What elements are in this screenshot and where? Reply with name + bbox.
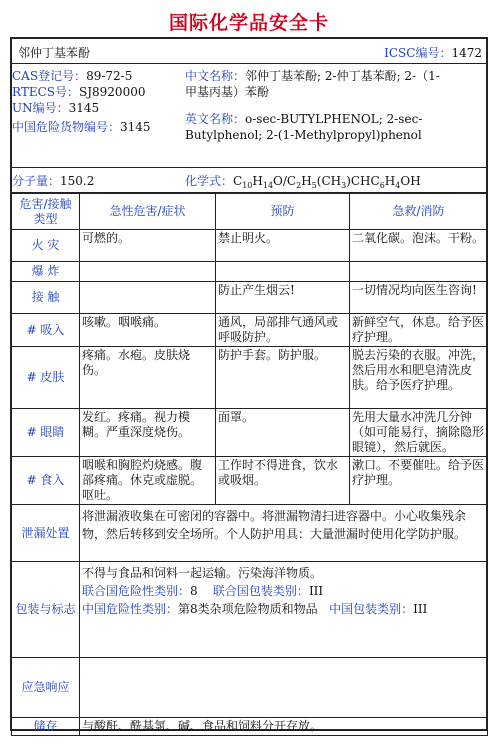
hazard-cell — [80, 262, 216, 282]
hazard-cell: 咽喉和胸腔灼烧感。腹部疼痛。休克或虚脱。呕吐。 — [80, 457, 216, 505]
row-label-skin: # 皮肤 — [12, 347, 80, 409]
table-row — [12, 262, 488, 282]
table-row — [12, 230, 488, 262]
identifier-section — [10, 64, 488, 168]
first-aid-cell: 一切情况均向医生咨询! — [350, 282, 488, 314]
table-header-row — [12, 194, 488, 230]
emergency-text — [80, 658, 488, 718]
packaging-note: 不得与食品和饲料一起运输。污染海洋物质。 — [82, 566, 323, 580]
row-label-fire: 火 灾 — [12, 230, 80, 262]
row-label-inhalation: # 吸入 — [12, 314, 80, 347]
header-exposure-type: 危害/接触类型 — [12, 194, 80, 230]
hazard-cell: 发红。疼痛。视力模糊。严重深度烧伤。 — [80, 409, 216, 457]
prevention-cell: 面罩。 — [216, 409, 350, 457]
english-name: 英文名称：o-sec-BUTYLPHENOL; 2-sec- Butylphenol; 2-(1-Methylpropyl)phenol — [185, 112, 423, 142]
un-line: UN编号：3145 — [12, 101, 100, 115]
card-title: 国际化学品安全卡 — [168, 12, 329, 34]
table-row — [12, 457, 488, 505]
header-prevention: 预防 — [216, 194, 350, 230]
first-aid-cell — [350, 262, 488, 282]
hazard-cell — [80, 282, 216, 314]
first-aid-cell: 新鲜空气，休息。给予医疗护理。 — [350, 314, 488, 347]
cn-hazard-line: 中国危险货物编号：3145 — [12, 120, 151, 134]
storage-label: 储存 — [12, 718, 80, 736]
rtecs-line: RTECS号：SJ8920000 — [12, 85, 146, 99]
header-acute-hazard: 急性危害/症状 — [80, 194, 216, 230]
storage-text: 与酸酐、酰基氯、碱、食品和饲料分开存放。 — [80, 718, 488, 736]
cn-classification: 中国危险性类别：第8类杂项危险物质和物品 中国包装类别：III — [82, 602, 428, 616]
row-label-ingestion: # 食入 — [12, 457, 80, 505]
molecular-weight: 分子量：150.2 — [12, 174, 95, 188]
icsc-number: ICSC编号：1472 — [384, 46, 482, 60]
chemical-formula: 化学式：$C_{10}H_{14}O/C_2H_5(CH_3)CHC_6H_4OH$ — [185, 174, 421, 190]
emergency-label: 应急响应 — [12, 658, 80, 718]
table-row — [12, 314, 488, 347]
packaging-text — [80, 562, 488, 658]
row-label-explosion: 爆 炸 — [12, 262, 80, 282]
prevention-cell: 防护手套。防护服。 — [216, 347, 350, 409]
hazard-cell: 咳嗽。咽喉痛。 — [80, 314, 216, 347]
table-row — [12, 282, 488, 314]
prevention-cell: 禁止明火。 — [216, 230, 350, 262]
spill-label: 泄漏处置 — [12, 505, 80, 562]
cas-line: CAS登记号：89-72-5 — [12, 69, 133, 83]
card-header — [10, 39, 488, 64]
packaging-label: 包装与标志 — [12, 562, 80, 658]
hazard-cell: 可燃的。 — [80, 230, 216, 262]
first-aid-cell: 先用大量水冲洗几分钟（如可能易行，摘除隐形眼镜），然后就医。 — [350, 409, 488, 457]
row-label-contact: 接 触 — [12, 282, 80, 314]
molecular-section — [10, 168, 488, 193]
spill-row — [12, 505, 488, 562]
first-aid-cell: 脱去污染的衣服。冲洗，然后用水和肥皂清洗皮肤。给予医疗护理。 — [350, 347, 488, 409]
packaging-row — [12, 562, 488, 658]
table-row — [12, 409, 488, 457]
prevention-cell: 工作时不得进食，饮水或吸烟。 — [216, 457, 350, 505]
table-row — [12, 347, 488, 409]
hazard-cell: 疼痛。水疱。皮肤烧伤。 — [80, 347, 216, 409]
hazard-table — [11, 193, 488, 736]
prevention-cell — [216, 262, 350, 282]
prevention-cell: 通风，局部排气通风或呼吸防护。 — [216, 314, 350, 347]
first-aid-cell: 漱口。不要催吐。给予医疗护理。 — [350, 457, 488, 505]
un-classification: 联合国危险性类别：8 联合国包装类别：III — [82, 584, 324, 598]
spill-text: 将泄漏液收集在可密闭的容器中。将泄漏物清扫进容器中。小心收集残余物，然后转移到安全场所。个人防护用具：大量泄漏时使用化学防护服。 — [80, 505, 488, 562]
chemical-name: 邻仲丁基苯酚 — [18, 46, 91, 60]
first-aid-cell: 二氧化碳。泡沫。干粉。 — [350, 230, 488, 262]
emergency-row — [12, 658, 488, 718]
row-label-eyes: # 眼睛 — [12, 409, 80, 457]
header-first-aid: 急救/消防 — [350, 194, 488, 230]
prevention-cell: 防止产生烟云! — [216, 282, 350, 314]
storage-row — [12, 718, 488, 736]
chinese-name: 中文名称：邻仲丁基苯酚; 2-仲丁基苯酚; 2-（1- 甲基丙基）苯酚 — [185, 69, 440, 99]
